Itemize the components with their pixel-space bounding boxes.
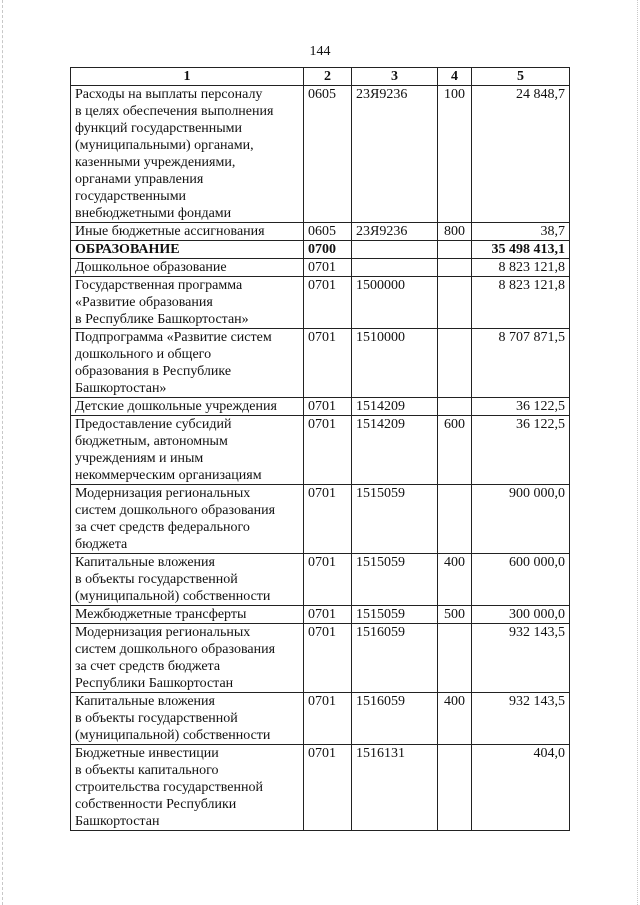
table-row [71,416,570,485]
cell-section: 0701 [304,329,352,398]
cell-target: 1516059 [352,693,438,745]
table-row [71,86,570,223]
cell-name: Расходы на выплаты персоналу в целях обеспечения выполнения функций государственными (муниципальными) органами, казенными учреждениями, органами управления государственными внебюджетными фондами [71,86,304,223]
scan-edge-left [2,0,3,905]
cell-name: Модернизация региональных систем дошкольного образования за счет средств бюджета Республики Башкортостан [71,624,304,693]
cell-type [438,745,472,831]
cell-section: 0701 [304,624,352,693]
cell-target: 1514209 [352,416,438,485]
cell-type [438,329,472,398]
cell-target [352,241,438,259]
cell-type: 400 [438,554,472,606]
cell-type [438,259,472,277]
table-header-row [71,68,570,86]
cell-name: Бюджетные инвестиции в объекты капитального строительства государственной собственности Республики Башкортостан [71,745,304,831]
table-row [71,398,570,416]
cell-section: 0701 [304,745,352,831]
cell-type: 800 [438,223,472,241]
cell-section: 0701 [304,277,352,329]
cell-amount: 8 823 121,8 [472,259,570,277]
cell-amount: 8 823 121,8 [472,277,570,329]
cell-section: 0701 [304,398,352,416]
cell-target: 1515059 [352,485,438,554]
table-row [71,745,570,831]
cell-section: 0700 [304,241,352,259]
cell-amount: 900 000,0 [472,485,570,554]
table-row [71,624,570,693]
cell-name: Детские дошкольные учреждения [71,398,304,416]
table-row [71,693,570,745]
budget-table [70,67,570,831]
cell-name: Предоставление субсидий бюджетным, автономным учреждениям и иным некоммерческим организациям [71,416,304,485]
cell-amount: 36 122,5 [472,398,570,416]
cell-amount: 404,0 [472,745,570,831]
cell-section: 0701 [304,606,352,624]
cell-amount: 38,7 [472,223,570,241]
table-body [71,86,570,831]
header-cell-amount: 5 [472,68,570,86]
cell-target: 23Я9236 [352,86,438,223]
table-row [71,554,570,606]
cell-amount: 300 000,0 [472,606,570,624]
cell-type [438,398,472,416]
scan-edge-right [637,0,638,905]
cell-target: 1515059 [352,606,438,624]
cell-type: 400 [438,693,472,745]
cell-name: Дошкольное образование [71,259,304,277]
cell-target: 1515059 [352,554,438,606]
cell-section: 0605 [304,86,352,223]
cell-name: Межбюджетные трансферты [71,606,304,624]
cell-target: 23Я9236 [352,223,438,241]
cell-amount: 932 143,5 [472,693,570,745]
cell-name: Модернизация региональных систем дошкольного образования за счет средств федерального бюджета [71,485,304,554]
cell-amount: 600 000,0 [472,554,570,606]
cell-name: Иные бюджетные ассигнования [71,223,304,241]
page-number: 144 [309,44,331,59]
cell-name: Капитальные вложения в объекты государственной (муниципальной) собственности [71,693,304,745]
header-cell-target: 3 [352,68,438,86]
cell-amount: 932 143,5 [472,624,570,693]
cell-target [352,259,438,277]
cell-amount: 35 498 413,1 [472,241,570,259]
cell-type: 600 [438,416,472,485]
cell-type [438,277,472,329]
cell-type: 500 [438,606,472,624]
cell-section: 0701 [304,693,352,745]
cell-section: 0701 [304,485,352,554]
table-row [71,223,570,241]
cell-amount: 36 122,5 [472,416,570,485]
cell-type [438,624,472,693]
cell-target: 1516131 [352,745,438,831]
header-cell-name: 1 [71,68,304,86]
cell-amount: 24 848,7 [472,86,570,223]
table-row [71,485,570,554]
cell-target: 1500000 [352,277,438,329]
table-row [71,606,570,624]
cell-name: Государственная программа «Развитие образования в Республике Башкортостан» [71,277,304,329]
cell-target: 1514209 [352,398,438,416]
table-row [71,259,570,277]
header-cell-section: 2 [304,68,352,86]
cell-amount: 8 707 871,5 [472,329,570,398]
cell-section: 0605 [304,223,352,241]
table-row [71,329,570,398]
cell-type: 100 [438,86,472,223]
table-row [71,277,570,329]
table-row [71,241,570,259]
cell-name: Подпрограмма «Развитие систем дошкольного и общего образования в Республике Башкортостан» [71,329,304,398]
cell-name: ОБРАЗОВАНИЕ [71,241,304,259]
header-cell-type: 4 [438,68,472,86]
cell-type [438,485,472,554]
cell-target: 1516059 [352,624,438,693]
cell-name: Капитальные вложения в объекты государственной (муниципальной) собственности [71,554,304,606]
cell-section: 0701 [304,554,352,606]
cell-type [438,241,472,259]
cell-target: 1510000 [352,329,438,398]
cell-section: 0701 [304,259,352,277]
cell-section: 0701 [304,416,352,485]
